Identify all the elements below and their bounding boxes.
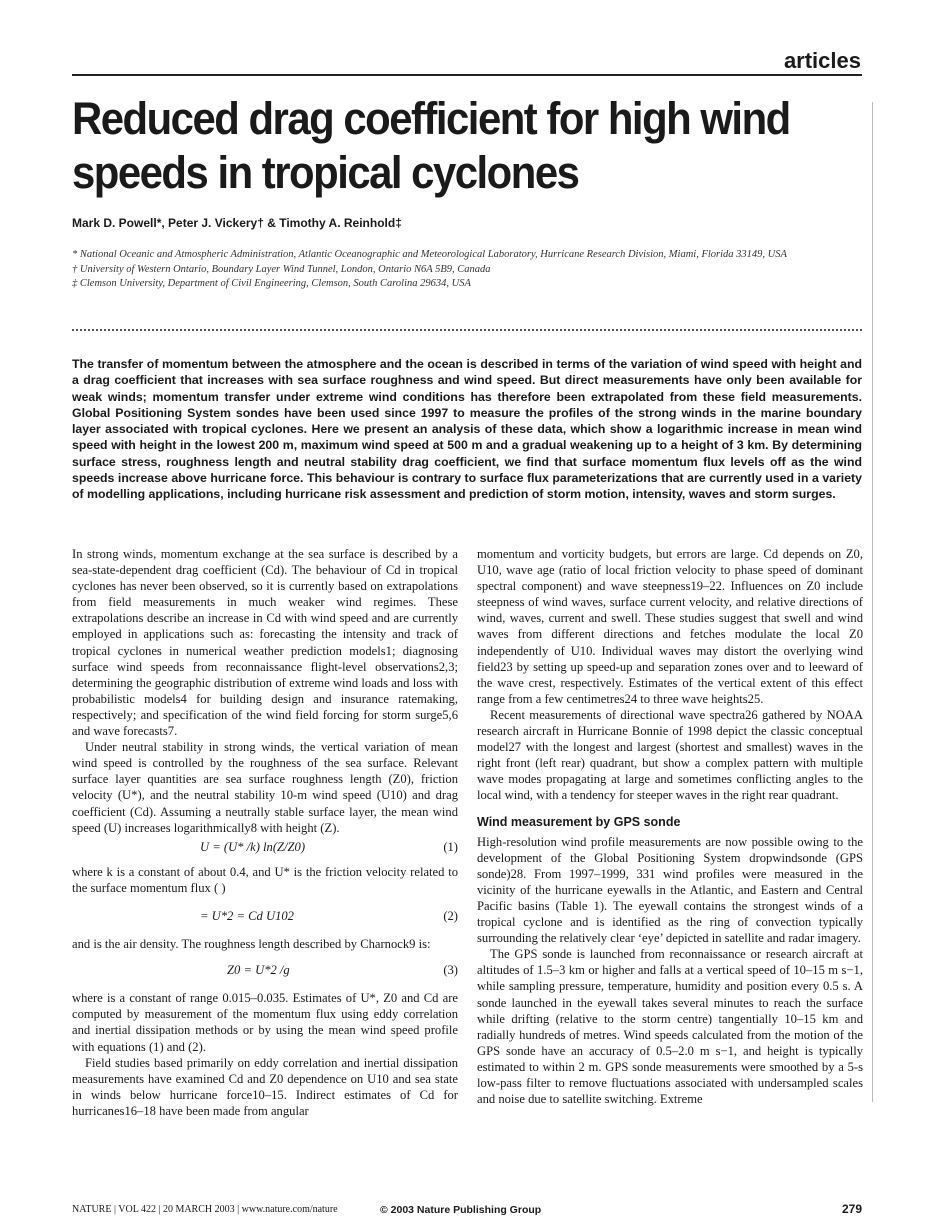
equation-body: Z0 = U*2 /g	[227, 963, 290, 978]
affiliation-uwo: † University of Western Ontario, Boundary Layer Wind Tunnel, London, Ontario N6A 5B9, Canada	[72, 263, 491, 275]
equation-body: U = (U* /k) ln(Z/Z0)	[200, 839, 306, 854]
paragraph: Recent measurements of directional wave spectra26 gathered by NOAA research aircraft in Hurricane Bonnie of 1998 depict the classic conceptual model27 with the longest and largest (shortest and smallest) waves in the right front (left rear) quadrant, but show a complex pattern with multiple wave modes propagating at large and sometimes conflicting angles to the local wind, with a tendency for steeper waves in the right rear quadrant.	[477, 707, 863, 803]
equation-body: = U*2 = Cd U102	[200, 908, 294, 923]
margin-line	[872, 102, 873, 1102]
affiliations	[72, 248, 862, 292]
section-label: articles	[783, 48, 861, 73]
paragraph: Under neutral stability in strong winds, the vertical variation of mean wind speed is controlled by the roughness of the sea surface. Relevant surface layer quantities are sea surface roughness length (Z0), friction velocity (U*), and the neutral stability 10-m wind speed (U10) and drag coefficient (Cd). Assuming a neutrally stable surface layer, the mean wind speed (U) increases logarithmically8 with height (Z).	[72, 740, 458, 835]
affiliation-clemson: ‡ Clemson University, Department of Civil Engineering, Clemson, South Carolina 29634, USA	[72, 278, 471, 289]
title-line-2: speeds in tropical cyclones	[72, 147, 579, 198]
page-number: 279	[841, 1202, 862, 1216]
equation-2	[72, 896, 458, 936]
paragraph: In strong winds, momentum exchange at the sea surface is described by a sea-state-dependent drag coefficient (Cd). The behaviour of Cd in tropical cyclones has never been observed, so it is currently based on extrapolations from field measurements in much weaker wind regimes. These extrapolations describe an increase in Cd with wind speed and are currently employed in applications such as: forecasting the intensity and track of tropical cyclones in numerical weather prediction models1; diagnosing surface wind speeds from reconnaissance flight-level observations2,3; determining the geographic distribution of extreme wind loads and loss with probabilistic models4 for building design and insurance ratemaking, respectively; and specification of the wind field forcing for storm surge5,6 and wave forecasts7.	[72, 547, 458, 739]
dotted-separator	[72, 329, 862, 331]
equation-1	[72, 836, 458, 864]
equation-number: (2)	[443, 908, 458, 923]
left-column	[72, 546, 458, 1119]
equation-3	[72, 952, 458, 990]
paragraph: The GPS sonde is launched from reconnaissance or research aircraft at altitudes of 1.5–3 km or higher and falls at a vertical speed of 10–15 m s−1, while sampling pressure, temperature, humidity and position every 0.5 s. A sonde launched in the eyewall takes several minutes to reach the surface while drifting (relative to the storm centre) tangentially 10–15 km and radially hundreds of metres. Wind speeds calculated from the motion of the GPS sonde have an accuracy of 0.5–2.0 m s−1, and height is typically estimated to within 2 m. GPS sonde measurements were smoothed by a 5-s low-pass filter to remove fluctuations associated with undersampled scales and noise due to satellite switching. Extreme	[477, 947, 863, 1107]
right-column	[477, 546, 863, 1107]
abstract: The transfer of momentum between the atmosphere and the ocean is described in terms of the variation of wind speed with height and a drag coefficient that increases with sea surface roughness and wind speed. But direct measurements have only been available for weak winds; momentum transfer under extreme wind conditions has therefore been extrapolated from these field measurements. Global Positioning System sondes have been used since 1997 to measure the profiles of the strong winds in the marine boundary layer associated with tropical cyclones. Here we present an analysis of these data, which show a logarithmic increase in mean wind speed with height in the lowest 200 m, maximum wind speed at 500 m and a gradual weakening up to a height of 3 km. By determining surface stress, roughness length and neutral stability drag coefficient, we find that surface momentum flux levels off as the wind speeds increase above hurricane force. This behaviour is contrary to surface flux parameterizations that are currently used in a variety of modelling applications, including hurricane risk assessment and prediction of storm motion, intensity, waves and storm surges.	[72, 357, 862, 502]
author-list: Mark D. Powell*, Peter J. Vickery† & Timothy A. Reinhold‡	[72, 216, 402, 230]
equation-number: (1)	[443, 839, 458, 854]
paragraph: High-resolution wind profile measurements are now possible owing to the development of the Global Positioning System dropwindsonde (GPS sonde)28. From 1997–1999, 331 wind profiles were measured in the vicinity of the hurricane eyewalls in the Atlantic, and Eastern and Central Pacific basins (Table 1). The eyewall contains the strongest winds of a tropical cyclone and is identified as the ring of convection typically surrounding the relatively clear ‘eye’ depicted in satellite and radar imagery.	[477, 834, 863, 946]
affiliation-noaa: * National Oceanic and Atmospheric Administration, Atlantic Oceanographic and Meteorological Laboratory, Hurricane Research Division, Miami, Florida 33149, USA	[72, 249, 787, 260]
equation-number: (3)	[443, 963, 458, 978]
paragraph: Field studies based primarily on eddy correlation and inertial dissipation measurements have examined Cd and Z0 dependence on U10 and sea state in winds below hurricane force10–15. Indirect estimates of Cd for hurricanes16–18 have been made from angular	[72, 1055, 458, 1118]
header-rule	[72, 74, 862, 76]
article-title	[72, 92, 807, 200]
paragraph: where k is a constant of about 0.4, and U* is the friction velocity related to the surface momentum flux ( )	[72, 864, 458, 895]
paragraph: momentum and vorticity budgets, but errors are large. Cd depends on Z0, U10, wave age (ratio of local friction velocity to phase speed of dominant spectral component) and wave steepness19–22. Influences on Z0 include steepness of wind waves, surface current velocity, and relative directions of wind, waves, current and swell. These studies suggest that swell and wind waves from different directions and fetches modulate the local Z0 independently of U10. Individual waves may distort the overlying wind field23 by setting up speed-up and separation zones over and to leeward of the wave crest, respectively. Estimates of the vertical extent of this effect range from a few centimetres24 to three wave heights25.	[477, 547, 863, 706]
title-line-1: Reduced drag coefficient for high wind	[72, 93, 790, 144]
copyright: © 2003 Nature Publishing Group	[380, 1204, 542, 1216]
paragraph: where is a constant of range 0.015–0.035. Estimates of U*, Z0 and Cd are computed by measurement of the momentum flux using eddy correlation and inertial dissipation methods or by using the mean wind speed profile with equations (1) and (2).	[72, 991, 458, 1054]
section-heading: Wind measurement by GPS sonde	[477, 814, 681, 829]
journal-citation: NATURE | VOL 422 | 20 MARCH 2003 | www.nature.com/nature	[72, 1204, 338, 1215]
paragraph: and is the air density. The roughness length described by Charnock9 is:	[72, 937, 431, 952]
